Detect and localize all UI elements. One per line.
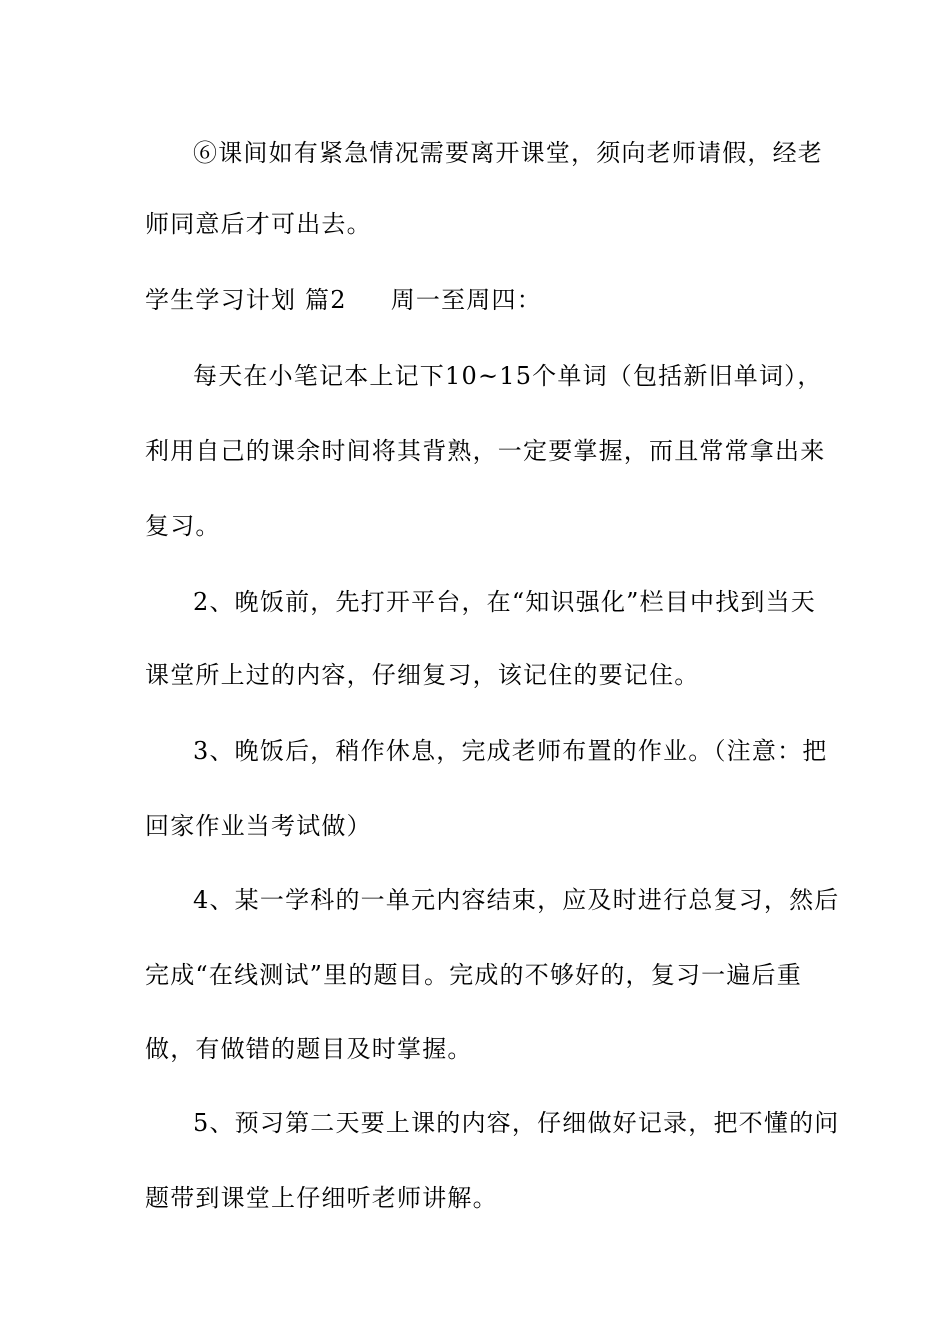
paragraph-line: 利用自己的课余时间将其背熟，一定要掌握，而且常常拿出来 <box>145 437 826 465</box>
paragraph-line: 2、晚饭前，先打开平台，在“知识强化”栏目中找到当天 <box>193 588 817 616</box>
paragraph-line: 题带到课堂上仔细听老师讲解。 <box>145 1184 498 1212</box>
section-subtitle: 周一至周四： <box>390 286 542 314</box>
paragraph-line: 回家作业当考试做） <box>145 812 372 840</box>
paragraph-line: 做，有做错的题目及时掌握。 <box>145 1035 473 1063</box>
section-heading <box>145 285 542 315</box>
paragraph-line: 3、晚饭后，稍作休息，完成老师布置的作业。（注意：把 <box>193 737 828 765</box>
paragraph-line: 复习。 <box>145 512 221 540</box>
paragraph-line: 4、某一学科的一单元内容结束，应及时进行总复习，然后 <box>193 886 840 914</box>
paragraph-line: ⑥课间如有紧急情况需要离开课堂，须向老师请假，经老 <box>193 139 823 167</box>
paragraph-line: 师同意后才可出去。 <box>145 210 372 238</box>
paragraph-line: 完成“在线测试”里的题目。完成的不够好的，复习一遍后重 <box>145 961 802 989</box>
paragraph-line: 每天在小笔记本上记下10~15个单词（包括新旧单词）， <box>193 362 823 390</box>
paragraph-line: 5、预习第二天要上课的内容，仔细做好记录，把不懂的问 <box>193 1109 840 1137</box>
section-title: 学生学习计划 篇2 <box>145 286 347 314</box>
paragraph-line: 课堂所上过的内容，仔细复习，该记住的要记住。 <box>145 661 700 689</box>
